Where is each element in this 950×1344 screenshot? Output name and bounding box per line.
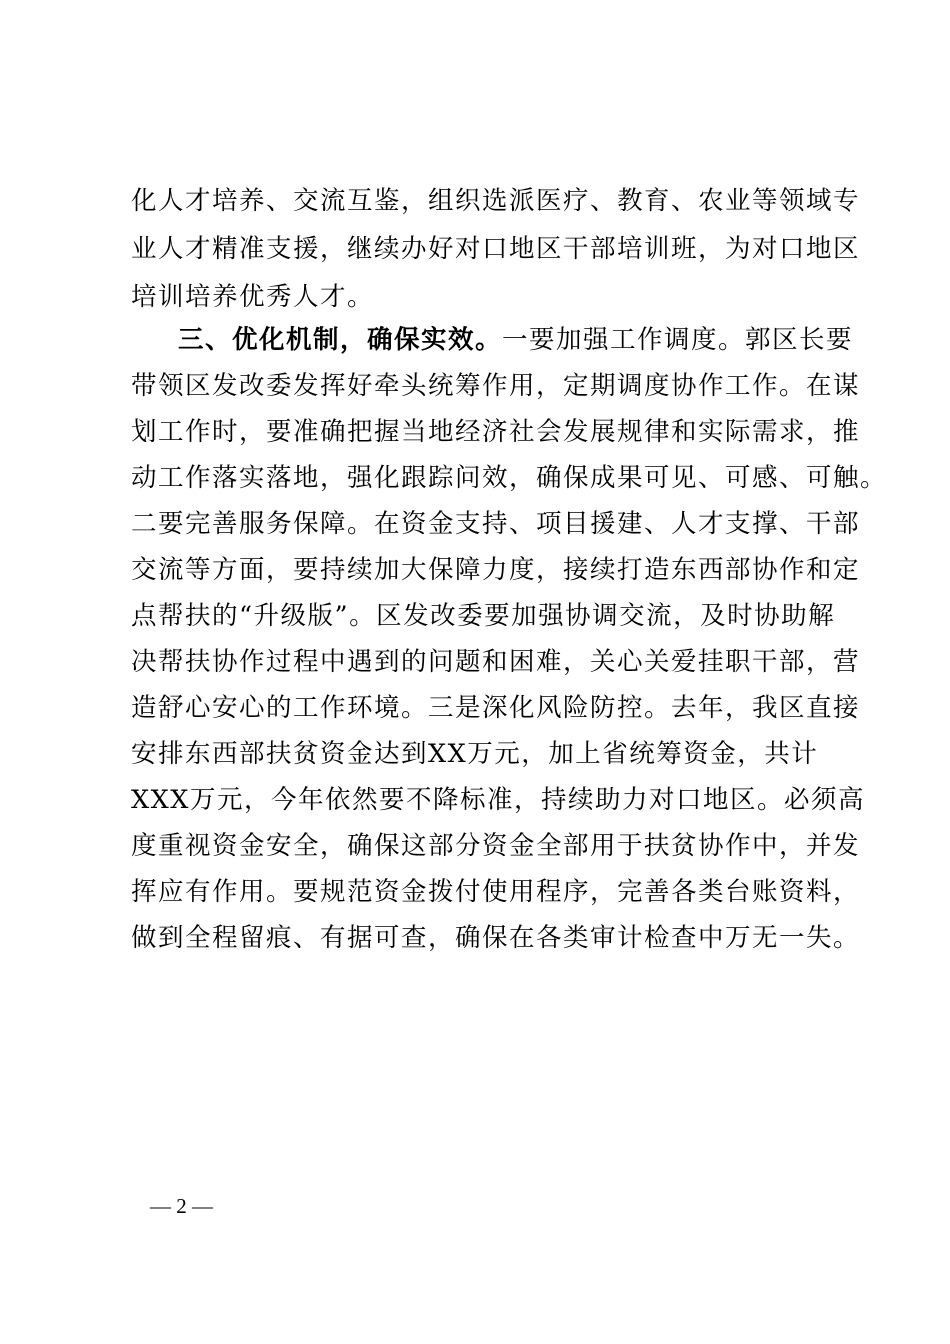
paragraph-line: 培训培养优秀人才。 — [131, 282, 375, 312]
paragraph-line: 度重视资金安全，确保这部分资金全部用于扶贫协作中，并发 — [131, 831, 861, 861]
section-heading: 三、优化机制，确保实效。 — [178, 325, 503, 355]
paragraph-line: 二要完善服务保障。在资金支持、项目援建、人才支撑、干部 — [131, 509, 861, 539]
paragraph-line: 决帮扶协作过程中遇到的问题和困难，关心关爱挂职干部，营 — [131, 647, 861, 677]
section-heading-line — [178, 324, 854, 356]
paragraph-line: 挥应有作用。要规范资金拨付使用程序，完善各类台账资料， — [131, 877, 861, 907]
paragraph-line: 带领区发改委发挥好牵头统筹作用，定期调度协作工作。在谋 — [131, 371, 861, 401]
paragraph-line: 造舒心安心的工作环境。三是深化风险防控。去年，我区直接 — [131, 693, 861, 723]
paragraph-text: 一要加强工作调度。郭区长要 — [502, 325, 854, 355]
paragraph-line: 做到全程留痕、有据可查，确保在各类审计检查中万无一失。 — [131, 923, 861, 953]
paragraph-line: XXX万元，今年依然要不降标准，持续助力对口地区。必须高 — [131, 785, 865, 815]
paragraph-line: 划工作时，要准确把握当地经济社会发展规律和实际需求，推 — [131, 417, 861, 447]
paragraph-line: 动工作落实落地，强化跟踪问效，确保成果可见、可感、可触。 — [131, 463, 888, 493]
paragraph-line: 业人才精准支援，继续办好对口地区干部培训班，为对口地区 — [131, 234, 861, 264]
paragraph-line: 化人才培养、交流互鉴，组织选派医疗、教育、农业等领域专 — [131, 186, 861, 216]
page-number: — 2 — — [150, 1194, 213, 1218]
paragraph-line: 交流等方面，要持续加大保障力度，接续打造东西部协作和定 — [131, 555, 861, 585]
paragraph-line: 安排东西部扶贫资金达到XX万元，加上省统筹资金，共计 — [131, 739, 819, 769]
paragraph-line: 点帮扶的“升级版”。区发改委要加强协调交流，及时协助解 — [131, 601, 836, 631]
